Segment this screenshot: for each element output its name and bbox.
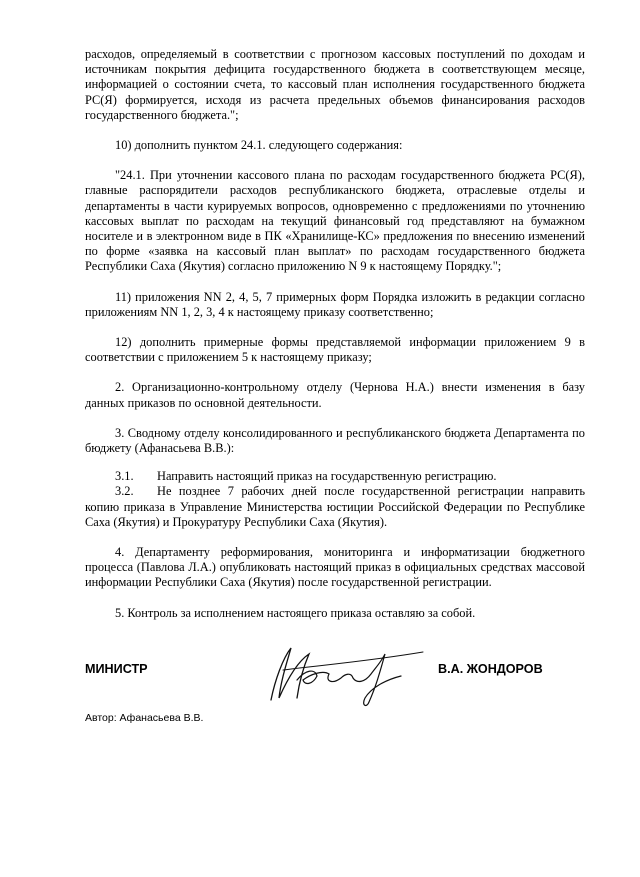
subitem-number: 3.1.	[115, 469, 134, 484]
paragraph-item-12: 12) дополнить примерные формы представляемой информации приложением 9 в соответствии с приложением 5 к настоящему приказу;	[85, 335, 585, 365]
subitems-list	[85, 469, 585, 530]
subitem-3-1	[85, 469, 585, 484]
paragraph-item-10: 10) дополнить пунктом 24.1. следующего содержания:	[115, 138, 403, 153]
paragraph-24-1: "24.1. При уточнении кассового плана по расходам государственного бюджета РС(Я), главные распорядители расходов республиканского бюджета, отраслевые отделы и департаменты в части курируемых вопросов, одновременно с предложениями по уточнению кассовых выплат по расходам на текущий финансовый год представляют на бумажном носителе и в электронном виде в ПК «Хранилище-КС» предложения по внесению изменений по форме «заявка на кассовый план выплат» по расходам государственного бюджета Республики Саха (Якутия) согласно приложению N 9 к настоящему Порядку.";	[85, 168, 585, 274]
signatory-name: В.А. ЖОНДОРОВ	[438, 662, 543, 676]
paragraph-item-11: 11) приложения NN 2, 4, 5, 7 примерных форм Порядка изложить в редакции согласно приложениям NN 1, 2, 3, 4 к настоящему приказу соответственно;	[85, 289, 585, 319]
signature-block	[85, 640, 585, 710]
subitem-3-2	[85, 484, 585, 530]
subitem-text: Направить настоящий приказ на государственную регистрацию.	[157, 469, 497, 484]
subitem-text: Не позднее 7 рабочих дней после государственной регистрации направить копию приказа в Управление Министерства юстиции Российской Федерации по Республике Саха (Якутия) и Прокуратуру Республики Саха (Якутия).	[85, 484, 585, 529]
document-body	[85, 47, 585, 621]
paragraph-item-2: 2. Организационно-контрольному отделу (Чернова Н.А.) внести изменения в базу данных приказов по основной деятельности.	[85, 380, 585, 410]
author-note: Автор: Афанасьева В.В.	[85, 712, 204, 724]
paragraph-item-3: 3. Сводному отделу консолидированного и республиканского бюджета Департамента по бюджету (Афанасьева В.В.):	[85, 425, 585, 456]
subitem-number: 3.2.	[115, 484, 134, 499]
paragraph-item-5: 5. Контроль за исполнением настоящего приказа оставляю за собой.	[115, 605, 476, 620]
paragraph-continuation: расходов, определяемый в соответствии с прогнозом кассовых поступлений по доходам и источникам покрытия дефицита государственного бюджета в соответствующем месяце, информацией о состоянии счета, то кассовый план исполнения государственного бюджета РС(Я) формируется, исходя из расчета предельных объемов финансирования расходов государственного бюджета.";	[85, 47, 585, 122]
handwritten-signature-icon	[253, 640, 433, 710]
signatory-title: МИНИСТР	[85, 662, 148, 676]
paragraph-item-4: 4. Департаменту реформирования, мониторинга и информатизации бюджетного процесса (Павлова Л.А.) опубликовать настоящий приказ в официальных средствах массовой информации Республики Саха (Якутия) после государственной регистрации.	[85, 545, 585, 590]
